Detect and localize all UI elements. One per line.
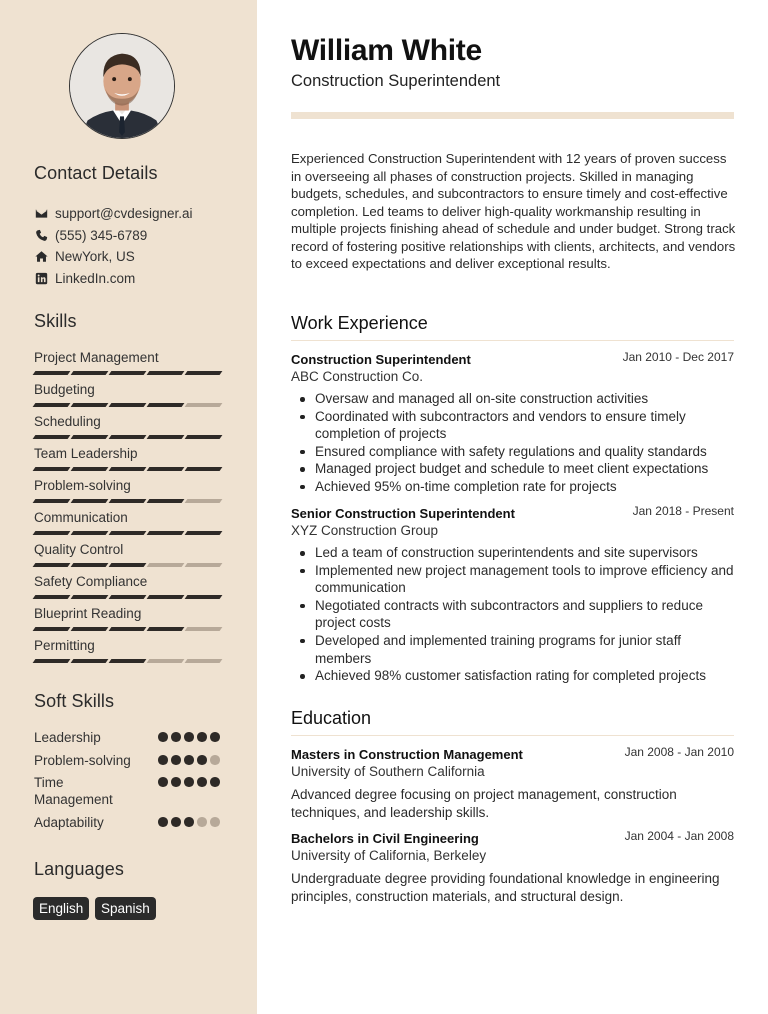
skill-label: Quality Control <box>34 542 124 557</box>
skill-level-segment <box>33 531 71 535</box>
skill-level-segment <box>185 403 223 407</box>
skill-item <box>34 382 224 407</box>
skill-level-segment <box>185 371 223 375</box>
skill-level-segment <box>33 627 71 631</box>
skill-item <box>34 606 224 631</box>
skill-item <box>34 542 224 567</box>
skill-level-segment <box>147 595 185 599</box>
rating-dot <box>184 755 194 765</box>
rating-dot <box>171 817 181 827</box>
skill-level-segment <box>109 403 147 407</box>
skill-level-segment <box>71 435 109 439</box>
soft-skill-label: Adaptability <box>34 815 104 830</box>
skill-level-segment <box>185 467 223 471</box>
skill-level-segment <box>71 467 109 471</box>
skill-level-segment <box>185 499 223 503</box>
edu-2-school: University of California, Berkeley <box>291 848 487 863</box>
rating-dot <box>158 777 168 787</box>
rating-dot <box>158 755 168 765</box>
skill-level-segment <box>71 595 109 599</box>
edu-1-desc: Advanced degree focusing on project management, construction techniques, and leadership skills. <box>291 787 677 820</box>
rating-dot <box>210 732 220 742</box>
list-item: Implemented new project management tools to improve efficiency and communication <box>291 562 737 597</box>
rating-dot <box>184 732 194 742</box>
rating-dot <box>158 817 168 827</box>
rating-dot <box>210 817 220 827</box>
skill-level-segment <box>71 627 109 631</box>
skill-level-segment <box>147 531 185 535</box>
candidate-title: Construction Superintendent <box>291 72 501 90</box>
list-item: Achieved 98% customer satisfaction rating for completed projects <box>291 667 737 685</box>
skill-label: Project Management <box>34 350 159 365</box>
soft-skill-rating <box>158 777 220 787</box>
skills-heading: Skills <box>34 311 77 331</box>
soft-skill-rating <box>158 817 220 827</box>
edu-1-dates: Jan 2008 - Jan 2010 <box>624 745 734 759</box>
rating-dot <box>158 732 168 742</box>
skill-level-bar <box>34 531 224 535</box>
skill-label: Permitting <box>34 638 95 653</box>
candidate-name: William White <box>291 34 482 67</box>
job-2-org: XYZ Construction Group <box>291 523 439 538</box>
rating-dot <box>184 777 194 787</box>
skill-level-segment <box>71 659 109 663</box>
skill-level-segment <box>71 371 109 375</box>
job-1-org: ABC Construction Co. <box>291 369 424 384</box>
skill-level-segment <box>71 403 109 407</box>
skill-item <box>34 446 224 471</box>
list-item: Managed project budget and schedule to meet client expectations <box>291 460 737 478</box>
language-badge-spanish: Spanish <box>95 897 156 920</box>
list-item: Led a team of construction superintendents and site supervisors <box>291 544 737 562</box>
skill-level-bar <box>34 659 224 663</box>
skill-item <box>34 638 224 663</box>
skill-level-segment <box>33 563 71 567</box>
skill-level-segment <box>147 403 185 407</box>
skill-level-bar <box>34 371 224 375</box>
rating-dot <box>197 777 207 787</box>
skill-level-segment <box>71 531 109 535</box>
languages-heading: Languages <box>34 859 124 879</box>
skill-level-segment <box>185 531 223 535</box>
profile-photo <box>69 33 175 139</box>
skill-level-segment <box>147 659 185 663</box>
contact-location <box>34 247 135 265</box>
edu-1-school: University of Southern California <box>291 764 485 779</box>
skill-label: Safety Compliance <box>34 574 148 589</box>
edu-1-degree: Masters in Construction Management <box>291 747 523 762</box>
skill-level-segment <box>109 531 147 535</box>
home-icon <box>34 249 48 263</box>
skill-level-segment <box>185 435 223 439</box>
skill-level-segment <box>33 403 71 407</box>
rating-dot <box>197 817 207 827</box>
contact-location-text: NewYork, US <box>55 248 135 264</box>
skill-level-segment <box>109 435 147 439</box>
job-2-bullets <box>291 544 737 685</box>
job-1-dates: Jan 2010 - Dec 2017 <box>622 350 734 364</box>
linkedin-icon <box>34 271 48 285</box>
list-item: Developed and implemented training programs for junior staff members <box>291 632 737 667</box>
soft-skill-rating <box>158 732 220 742</box>
skill-level-segment <box>33 467 71 471</box>
skill-item <box>34 350 224 375</box>
list-item: Ensured compliance with safety regulations and quality standards <box>291 443 737 461</box>
skill-level-segment <box>109 499 147 503</box>
skill-level-bar <box>34 595 224 599</box>
skill-level-segment <box>33 659 71 663</box>
skill-level-segment <box>147 435 185 439</box>
edu-2-desc: Undergraduate degree providing foundational knowledge in engineering principles, construction materials, and structural design. <box>291 871 720 904</box>
contact-email[interactable] <box>34 204 193 222</box>
soft-skill-item <box>34 814 224 831</box>
skill-level-segment <box>147 371 185 375</box>
profile-summary: Experienced Construction Superintendent with 12 years of proven success in overseeing all phases of construction projects. Skilled in managing budgets, schedules, and subcontractors to ensure timely and cost-effective completion. Led teams to deliver high-quality workmanship resulting in multiple projects finishing ahead of schedule and under budget. Strong track record of fostering positive relationships with clients, architects, and vendors to exceed expectations and deliver exceptional results. <box>291 151 736 271</box>
skill-label: Team Leadership <box>34 446 138 461</box>
soft-skill-rating <box>158 755 220 765</box>
edu-2-degree: Bachelors in Civil Engineering <box>291 831 479 846</box>
skill-level-segment <box>185 595 223 599</box>
list-item: Coordinated with subcontractors and vendors to ensure timely completion of projects <box>291 408 737 443</box>
profile-photo-image <box>70 34 174 138</box>
skill-level-segment <box>33 499 71 503</box>
rating-dot <box>171 732 181 742</box>
list-item: Achieved 95% on-time completion rate for projects <box>291 478 737 496</box>
skill-level-segment <box>185 627 223 631</box>
skill-level-segment <box>109 371 147 375</box>
skill-label: Communication <box>34 510 128 525</box>
skill-level-bar <box>34 627 224 631</box>
skill-item <box>34 478 224 503</box>
skill-level-segment <box>185 659 223 663</box>
skill-level-segment <box>109 627 147 631</box>
skill-level-segment <box>33 435 71 439</box>
education-divider <box>291 735 734 736</box>
skill-item <box>34 414 224 439</box>
skill-label: Problem-solving <box>34 478 131 493</box>
skill-level-segment <box>185 563 223 567</box>
skill-level-segment <box>109 595 147 599</box>
contact-email-text: support@cvdesigner.ai <box>55 205 193 221</box>
soft-skill-item <box>34 729 224 746</box>
education-heading: Education <box>291 708 372 728</box>
email-icon <box>34 206 48 220</box>
rating-dot <box>184 817 194 827</box>
contact-phone-text: (555) 345-6789 <box>55 227 148 243</box>
job-1-title: Construction Superintendent <box>291 352 471 367</box>
skill-label: Blueprint Reading <box>34 606 142 621</box>
sidebar <box>0 0 257 1014</box>
job-2-title: Senior Construction Superintendent <box>291 506 515 521</box>
skill-level-segment <box>147 467 185 471</box>
skill-label: Budgeting <box>34 382 95 397</box>
soft-skill-label: Time Management <box>34 775 113 807</box>
skill-level-bar <box>34 499 224 503</box>
skill-level-bar <box>34 403 224 407</box>
soft-skill-label: Leadership <box>34 730 101 745</box>
skill-level-segment <box>109 467 147 471</box>
contact-linkedin-text: LinkedIn.com <box>55 270 136 286</box>
skill-level-segment <box>147 499 185 503</box>
rating-dot <box>171 755 181 765</box>
soft-skill-item <box>34 752 224 769</box>
rating-dot <box>210 777 220 787</box>
soft-skill-label: Problem-solving <box>34 753 131 768</box>
soft-skill-item <box>34 774 224 808</box>
work-experience-divider <box>291 340 734 341</box>
list-item: Oversaw and managed all on-site construction activities <box>291 390 737 408</box>
skill-level-segment <box>147 627 185 631</box>
skill-level-segment <box>71 499 109 503</box>
rating-dot <box>171 777 181 787</box>
skill-level-segment <box>71 563 109 567</box>
skill-item <box>34 574 224 599</box>
list-item: Negotiated contracts with subcontractors and suppliers to reduce project costs <box>291 597 737 632</box>
work-experience-heading: Work Experience <box>291 313 428 333</box>
rating-dot <box>210 755 220 765</box>
rating-dot <box>197 755 207 765</box>
skill-level-segment <box>33 595 71 599</box>
skill-label: Scheduling <box>34 414 101 429</box>
skill-level-segment <box>109 659 147 663</box>
job-2-dates: Jan 2018 - Present <box>632 504 734 518</box>
skill-level-bar <box>34 467 224 471</box>
language-badge-english: English <box>33 897 89 920</box>
contact-heading: Contact Details <box>34 163 158 183</box>
rating-dot <box>197 732 207 742</box>
skill-level-bar <box>34 435 224 439</box>
skill-item <box>34 510 224 535</box>
skill-level-segment <box>33 371 71 375</box>
job-1-bullets <box>291 390 737 496</box>
contact-linkedin[interactable] <box>34 269 135 287</box>
phone-icon <box>34 228 48 242</box>
contact-phone[interactable] <box>34 226 147 244</box>
skill-level-bar <box>34 563 224 567</box>
header-accent-bar <box>291 112 734 119</box>
edu-2-dates: Jan 2004 - Jan 2008 <box>624 829 734 843</box>
skill-level-segment <box>147 563 185 567</box>
skill-level-segment <box>109 563 147 567</box>
soft-skills-heading: Soft Skills <box>34 691 115 711</box>
